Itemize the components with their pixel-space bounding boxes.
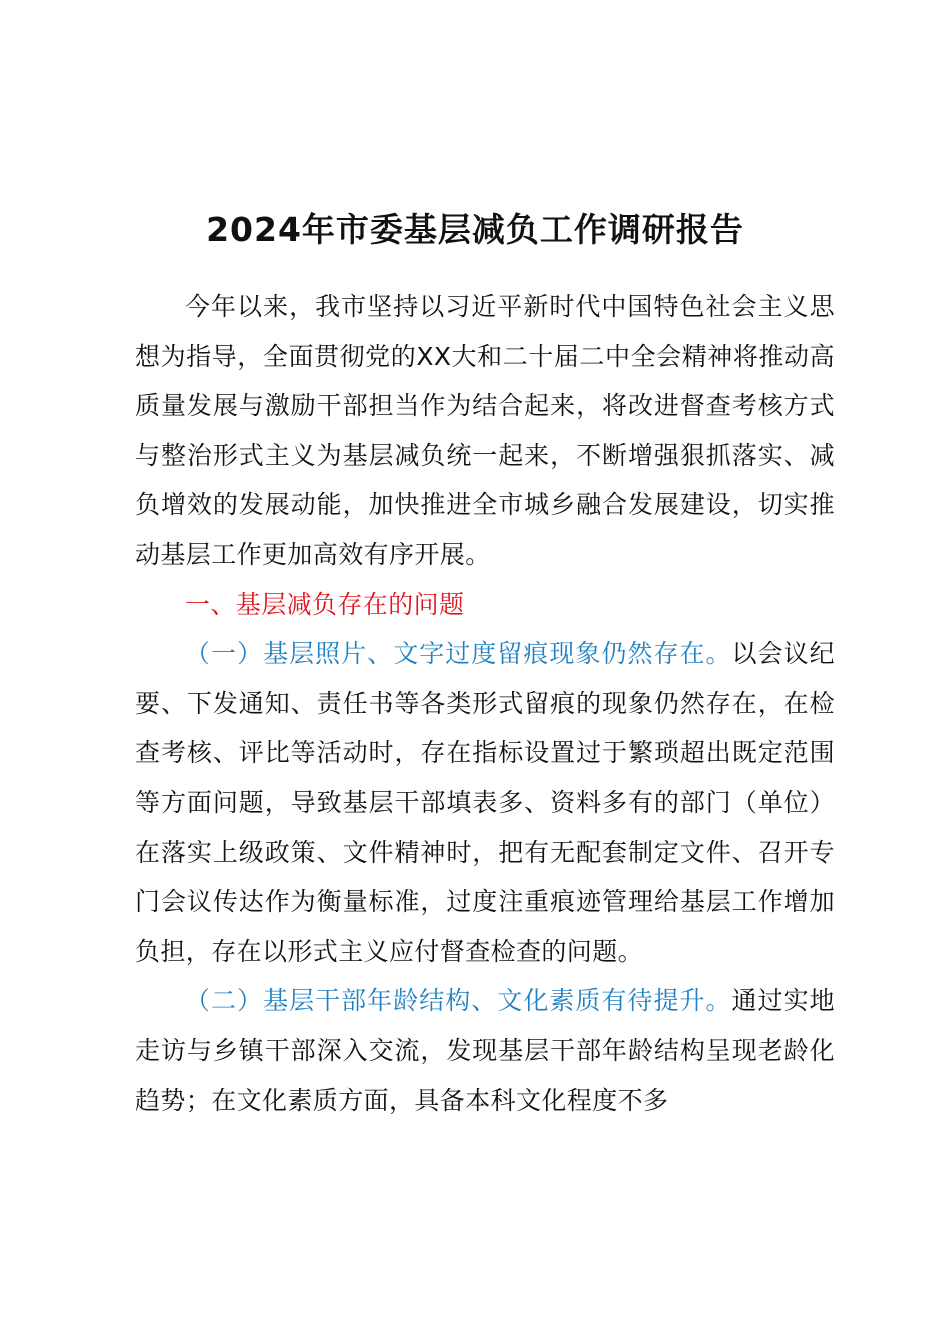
- section-heading: 一、基层减负存在的问题: [185, 589, 465, 619]
- document-title: 2024年市委基层减负工作调研报告: [206, 210, 744, 249]
- item-body-2: 通过实地走访与乡镇干部深入交流，发现基层干部年龄结构呈现老龄化趋势；在文化素质方面，具备本科文化程度不多: [135, 986, 835, 1115]
- intro-paragraph: 今年以来，我市坚持以习近平新时代中国特色社会主义思想为指导，全面贯彻党的XX大和二十届二中全会精神将推动高质量发展与激励干部担当作为结合起来，将改进督查考核方式与整治形式主义为基层减负统一起来，不断增强狠抓落实、减负增效的发展动能，加快推进全市城乡融合发展建设，切实推动基层工作更加高效有序开展。: [135, 292, 835, 569]
- item-paragraph-2: [135, 976, 835, 1125]
- document-body: [135, 282, 835, 1125]
- item-heading-2: （二）基层干部年龄结构、文化素质有待提升。: [185, 986, 732, 1016]
- item-body-1: 以会议纪要、下发通知、责任书等各类形式留痕的现象仍然存在，在检查考核、评比等活动时，存在指标设置过于繁琐超出既定范围等方面问题，导致基层干部填表多、资料多有的部门（单位）在落实上级政策、文件精神时，把有无配套制定文件、召开专门会议传达作为衡量标准，过度注重痕迹管理给基层工作增加负担，存在以形式主义应付督查检查的问题。: [135, 639, 835, 966]
- item-heading-1: （一）基层照片、文字过度留痕现象仍然存在。: [185, 639, 732, 669]
- item-paragraph-1: [135, 629, 835, 976]
